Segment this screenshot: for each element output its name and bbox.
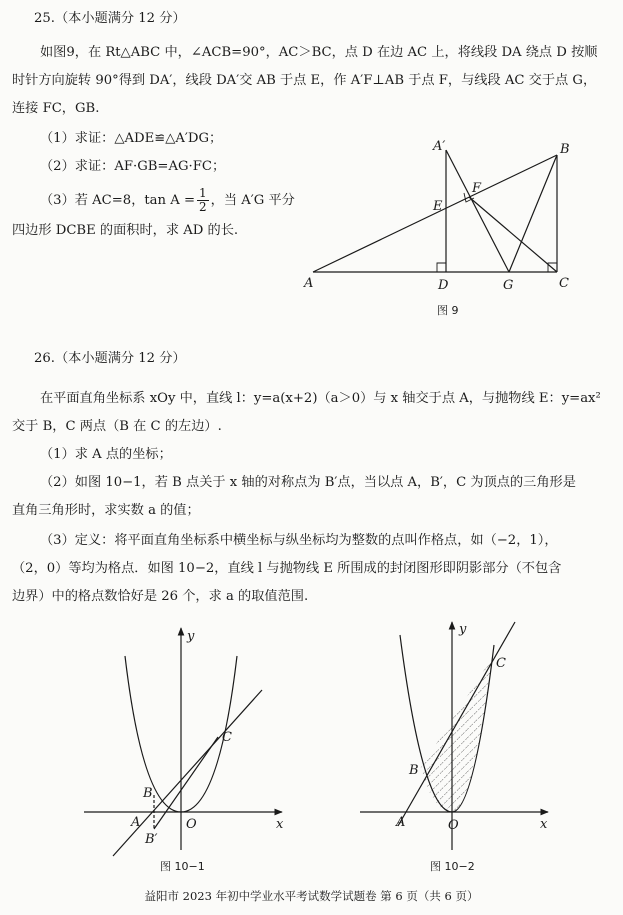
page-footer: 益阳市 2023 年初中学业水平考试数学试题卷 第 6 页（共 6 页）	[144, 889, 479, 903]
label-d: D	[438, 278, 449, 293]
label-b: B	[560, 142, 570, 157]
axis-label-y-2: y	[459, 622, 467, 637]
label-origin-2: O	[448, 818, 459, 833]
label-b-fig1: B	[143, 786, 153, 801]
axis-label-y: y	[187, 629, 195, 644]
q26-text-line-2: 交于 B，C 两点（B 在 C 的左边）.	[12, 419, 222, 434]
q25-text-line-3: 连接 FC，GB.	[12, 101, 100, 116]
label-f: F	[472, 181, 482, 196]
label-a-fig2: A	[396, 815, 406, 830]
label-e: E	[433, 199, 443, 214]
fraction-numerator: 1	[199, 186, 207, 200]
q26-part-3-line-3: 边界）中的格点数恰好是 26 个，求 a 的取值范围.	[12, 589, 309, 604]
label-c: C	[559, 276, 569, 291]
q25-part-3-b: ，当 A′G 平分	[210, 193, 295, 208]
q25-text-line-2: 时针方向旋转 90°得到 DA′，线段 DA′交 AB 于点 E，作 A′F⊥AB 于点 F，与线段 AC 交于点 G，	[12, 73, 597, 88]
label-origin: O	[186, 817, 197, 832]
q25-part-3-continued: 四边形 DCBE 的面积时，求 AD 的长.	[12, 223, 239, 238]
q26-part-3: （3）定义：将平面直角坐标系中横坐标与纵坐标均为整数的点叫作格点，如（−2，1），	[40, 533, 558, 548]
q25-part-2: （2）求证：AF·GB=AG·FC；	[40, 159, 226, 174]
figure-9-caption: 图 9	[437, 304, 459, 317]
label-a: A	[304, 276, 314, 291]
label-g: G	[503, 278, 514, 293]
q26-part-3-line-2: （2，0）等均为格点．如图 10−2，直线 l 与抛物线 E 所围成的封闭图形即阴影部分（不包含	[12, 561, 562, 576]
q25-part-3-a: （3）若 AC=8，tan A =	[40, 193, 195, 208]
figure-10-2-caption: 图 10−2	[430, 860, 475, 873]
fraction-denominator: 2	[199, 200, 207, 214]
label-ap: A′	[433, 139, 446, 154]
label-b-fig2: B	[409, 763, 419, 778]
q25-part-1: （1）求证：△ADE≌△A′DG；	[40, 131, 223, 146]
figure-10-1-caption: 图 10−1	[160, 860, 205, 873]
q25-header: 25.（本小题满分 12 分）	[34, 11, 186, 26]
label-a-fig1: A	[131, 815, 141, 830]
q26-header: 26.（本小题满分 12 分）	[34, 351, 186, 366]
axis-label-x-2: x	[540, 817, 548, 832]
label-c-fig2: C	[496, 656, 506, 671]
q26-part-2-continued: 直角三角形时，求实数 a 的值；	[12, 503, 200, 518]
q26-part-2: （2）如图 10−1，若 B 点关于 x 轴的对称点为 B′点，当以点 A，B′，C 为顶点的三角形是	[40, 475, 576, 490]
label-bp-fig1: B′	[145, 832, 158, 847]
label-c-fig1: C	[222, 730, 232, 745]
q25-text-line-1: 如图9，在 Rt△ABC 中，∠ACB=90°，AC＞BC，点 D 在边 AC 上，将线段 DA 绕点 D 按顺	[40, 45, 598, 60]
q26-part-1: （1）求 A 点的坐标；	[40, 447, 172, 462]
q26-text-line-1: 在平面直角坐标系 xOy 中，直线 l：y=a(x+2)（a＞0）与 x 轴交于点 A，与抛物线 E：y=ax²	[40, 391, 601, 406]
axis-label-x: x	[276, 817, 284, 832]
